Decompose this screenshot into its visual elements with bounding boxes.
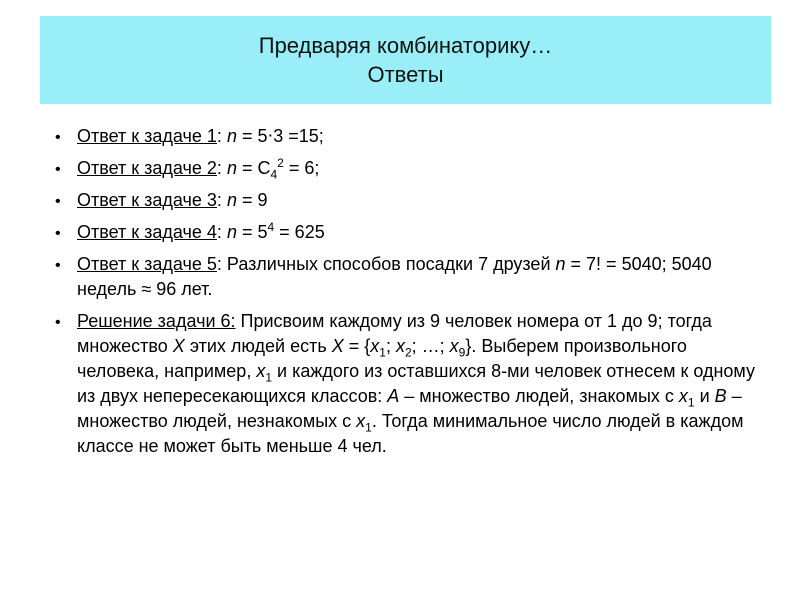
answer-item-5 xyxy=(48,252,763,302)
answer-text: = 5 xyxy=(236,126,268,146)
bullet-icon: • xyxy=(55,161,61,178)
solution-text: ; …; xyxy=(411,336,450,356)
answer-text: = 5 xyxy=(236,222,268,242)
answer-label: Ответ к задаче 2 xyxy=(77,158,217,178)
slide-title: Предваряя комбинаторику… xyxy=(258,33,553,58)
solution-text: этих людей есть xyxy=(184,336,332,356)
answer-list xyxy=(48,124,763,459)
bullet-icon: • xyxy=(55,257,61,274)
answer-text: : xyxy=(216,190,227,210)
answer-item-2 xyxy=(48,156,763,181)
solution-text: и каждого из оставшихся 8-ми человек отнесем к одному из двух непересекающихся классов: xyxy=(77,361,755,406)
subscript: 4 xyxy=(270,167,278,182)
subscript: 2 xyxy=(404,345,412,360)
variable-X: X xyxy=(172,336,185,356)
variable-A: A xyxy=(387,386,400,406)
variable-B: B xyxy=(714,386,727,406)
solution-text: ; xyxy=(385,336,396,356)
slide-subtitle: Ответы xyxy=(367,62,444,87)
answer-text: = 625 xyxy=(274,222,325,242)
variable-x: x xyxy=(449,336,459,356)
variable-x: x xyxy=(256,361,266,381)
solution-text: . Тогда минимальное число людей в каждом классе не может быть меньше 4 чел. xyxy=(77,411,744,456)
bullet-icon: • xyxy=(55,314,61,331)
variable-n: n xyxy=(226,158,237,178)
slide-content xyxy=(48,124,763,466)
answer-text: : Различных способов посадки 7 друзей xyxy=(216,254,556,274)
superscript: 4 xyxy=(267,220,275,234)
multiply-dot: ⋅ xyxy=(267,126,274,146)
title-banner xyxy=(40,16,771,104)
subscript: 9 xyxy=(458,345,466,360)
answer-label: Ответ к задаче 4 xyxy=(77,222,217,242)
solution-text: и xyxy=(694,386,715,406)
variable-n: n xyxy=(226,222,237,242)
subscript: 1 xyxy=(365,420,372,435)
answer-label: Ответ к задаче 1 xyxy=(77,126,217,146)
solution-text: – множество людей, незнакомых с xyxy=(77,386,742,431)
answer-text: = 7! = 5040; 5040 недель ≈ 96 лет. xyxy=(77,254,712,299)
answer-item-4 xyxy=(48,220,763,245)
variable-x: x xyxy=(370,336,380,356)
solution-text: = { xyxy=(343,336,371,356)
variable-n: n xyxy=(226,190,237,210)
bullet-icon: • xyxy=(55,129,61,146)
answer-text: = 6; xyxy=(283,158,320,178)
answer-text: : xyxy=(216,222,227,242)
solution-text: – множество людей, знакомых с xyxy=(399,386,679,406)
variable-n: n xyxy=(226,126,237,146)
answer-label: Решение задачи 6: xyxy=(77,311,236,331)
answer-text: : xyxy=(216,158,227,178)
answer-text: 3 =15; xyxy=(273,126,324,146)
answer-text: = 9 xyxy=(236,190,268,210)
answer-label: Ответ к задаче 3 xyxy=(77,190,217,210)
variable-x: x xyxy=(356,411,366,431)
answer-text: : xyxy=(216,126,227,146)
variable-n: n xyxy=(555,254,566,274)
answer-item-1 xyxy=(48,124,763,149)
solution-text: }. Выберем произвольного человека, например, xyxy=(77,336,687,381)
variable-x: x xyxy=(678,386,688,406)
subscript: 1 xyxy=(379,345,386,360)
answer-item-3 xyxy=(48,188,763,213)
variable-x: x xyxy=(395,336,405,356)
subscript: 1 xyxy=(687,395,695,410)
variable-X: X xyxy=(331,336,344,356)
answer-text: = C xyxy=(236,158,271,178)
subscript: 1 xyxy=(265,370,273,385)
solution-text: Присвоим каждому из 9 человек номера от 1 до 9; тогда множество xyxy=(77,311,712,356)
bullet-icon: • xyxy=(55,225,61,242)
superscript: 2 xyxy=(277,156,284,170)
bullet-icon: • xyxy=(55,193,61,210)
answer-label: Ответ к задаче 5 xyxy=(77,254,217,274)
answer-item-6 xyxy=(48,309,763,459)
